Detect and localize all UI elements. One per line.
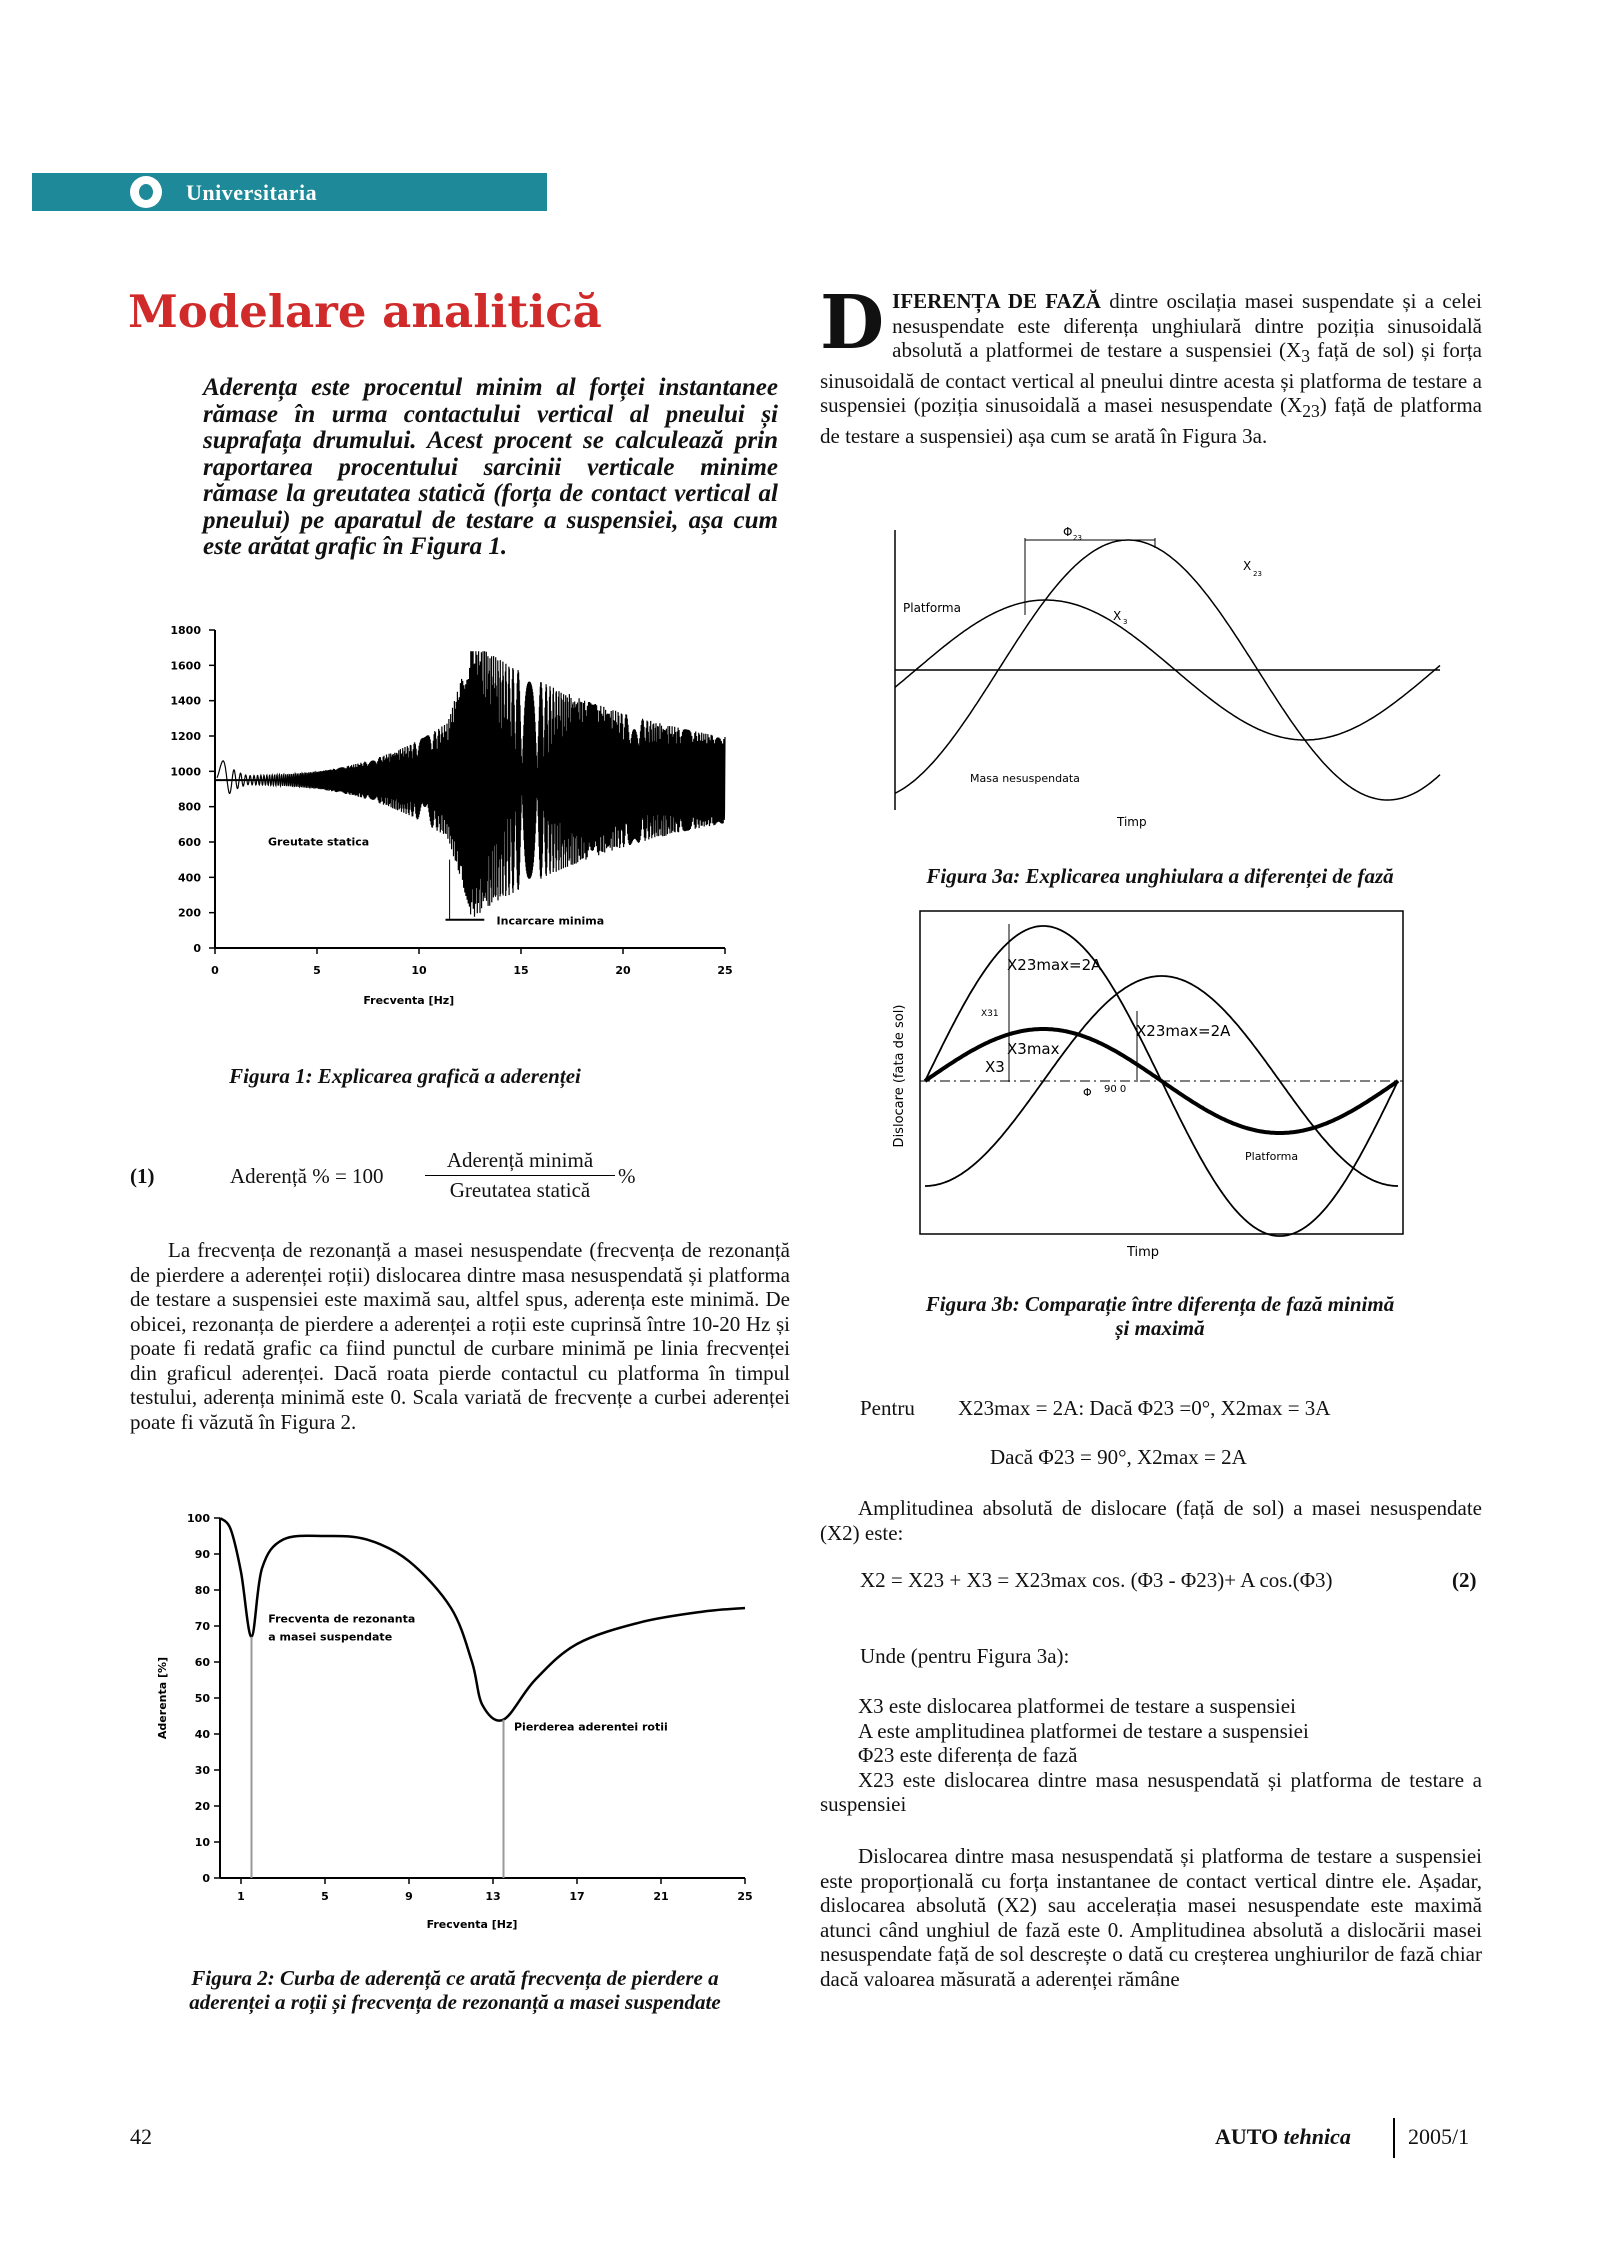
figure-3b-chart — [885, 906, 1425, 1276]
y-tick-label: 1800 — [170, 624, 201, 637]
x-tick-label: 9 — [405, 1890, 413, 1903]
x23-sub: 23 — [1253, 570, 1262, 578]
unsprung-label: Masa nesuspendata — [970, 772, 1080, 785]
figure-3b-svg — [885, 906, 1425, 1276]
figure-2-caption-line-2: aderenței a roții și frecvența de rezonanță a masei suspendate — [189, 1990, 721, 2014]
y-tick-label: 40 — [194, 1728, 210, 1741]
x-axis-label: Frecventa [Hz] — [426, 1918, 518, 1931]
equation-1-lhs: Aderență % = 100 — [230, 1164, 384, 1188]
y-tick-label: 1600 — [170, 659, 201, 673]
y-tick-label: 1400 — [170, 694, 201, 708]
y-tick-label: 50 — [194, 1692, 210, 1705]
x-tick-label: 17 — [569, 1890, 585, 1903]
x-axis-label: Frecventa [Hz] — [363, 994, 455, 1007]
figure-2-svg — [150, 1498, 760, 1938]
loss-label: Pierderea aderentei rotii — [514, 1720, 668, 1734]
phi-value: 90 0 — [1104, 1084, 1127, 1095]
figure-1-svg — [150, 618, 750, 1018]
intro-text-2: față de sol) și forța sinusoidală de contact vertical al pneului dintre acesta și platforma de testare a suspensiei (poziția sinusoidală a masei nesuspendate (X — [820, 338, 1482, 418]
x3-label: X3 — [985, 1058, 1005, 1076]
x-axis-label: Timp — [1126, 1245, 1160, 1260]
where-item: Φ23 este diferența de fază — [858, 1743, 1078, 1767]
x3-label: X — [1113, 609, 1122, 623]
intro-text-1: dintre oscilația masei suspendate și a celei nesuspendate este diferența unghiulară dintre poziția sinusoidală absolută a platformei de testare a suspensiei (X — [892, 289, 1482, 362]
equation-1-numerator: Aderență minimă — [425, 1148, 615, 1176]
x-tick-label: 5 — [321, 1890, 329, 1903]
y-tick-label: 400 — [178, 871, 201, 885]
platform-label: Platforma — [903, 601, 961, 615]
intro-paragraph — [820, 280, 1482, 448]
where-intro: Unde (pentru Figura 3a): — [860, 1644, 1070, 1668]
x-tick-label: 20 — [615, 964, 631, 977]
figure-3a-caption: Figura 3a: Explicarea unghiulara a diferenței de fază — [926, 864, 1394, 888]
y-tick-label: 0 — [202, 1872, 210, 1885]
y-tick-label: 600 — [178, 836, 201, 849]
where-item: A este amplitudinea platformei de testare a suspensiei — [858, 1718, 1309, 1743]
y-tick-label: 80 — [194, 1584, 210, 1597]
phi-sub: 23 — [1073, 534, 1082, 542]
figure-3a-chart — [885, 520, 1445, 840]
figure-3b-caption-line-1: Figura 3b: Comparație între diferența de fază minimă — [925, 1292, 1395, 1316]
resonance-label-1: Frecventa de rezonanta — [268, 1612, 416, 1626]
lead-paragraph: Aderența este procentul minim al forței instantanee rămase în urma contactului vertical al pneului și suprafața drumului. Acest procent se calculează prin raportarea procentului sarcinii verticale minime rămase la greutatea statică (forța de contact vertical al pneului) pe aparatul de testare a suspensiei, așa cum este arătat grafic în Figura 1. — [203, 374, 778, 560]
y-tick-label: 200 — [178, 906, 201, 920]
x3-sub: 3 — [1123, 618, 1128, 626]
figure-3a-svg — [885, 520, 1445, 840]
x-tick-label: 10 — [411, 964, 427, 977]
page-title: Modelare analitică — [128, 285, 602, 338]
figure-1-chart — [150, 618, 750, 1018]
cases-line-2: Dacă Φ23 = 90°, X2max = 2A — [990, 1445, 1247, 1469]
equation-1-denominator: Greutatea statică — [449, 1178, 591, 1202]
x-tick-label: 13 — [485, 1890, 501, 1903]
cases-line-1: X23max = 2A: Dacă Φ23 =0°, X2max = 3A — [958, 1396, 1331, 1420]
equation-2: X2 = X23 + X3 = X23max cos. (Φ3 - Φ23)+ A cos.(Φ3) — [860, 1568, 1333, 1592]
figure-1-caption: Figura 1: Explicarea grafică a aderenței — [229, 1064, 581, 1088]
min-load-label: Incarcare minima — [496, 914, 605, 928]
intro-text-3: ) față de platforma de testare a suspensiei) așa cum se arată în Figura 3a. — [820, 393, 1482, 448]
magazine-name-1: AUTO — [1215, 2124, 1279, 2149]
x-tick-label: 15 — [513, 964, 529, 977]
x-tick-label: 0 — [211, 964, 219, 977]
y-tick-label: 30 — [194, 1764, 210, 1777]
closing-paragraph: Dislocarea dintre masa nesuspendată și platforma de testare a suspensiei este proporțională cu forța instantanee de contact vertical dintre ele. Așadar, dislocarea absolută (X2) sau accelerația masei nesuspendate este maximă atunci când unghiul de fază este 0. Amplitudinea absolută a dislocării masei nesuspendate față de sol descrește o dată cu creșterea unghiurilor de fază chiar dacă valoarea măsurată a aderenței rămâne — [820, 1844, 1482, 1991]
equation-1-number: (1) — [130, 1164, 155, 1188]
y-tick-label: 10 — [194, 1836, 210, 1849]
cases-prefix: Pentru — [860, 1396, 915, 1420]
y-tick-label: 70 — [194, 1620, 210, 1633]
equation-2-number: (2) — [1452, 1568, 1477, 1592]
intro-lead-caps: IFERENȚA DE FAZĂ — [892, 289, 1101, 313]
x-tick-label: 5 — [313, 964, 321, 977]
y-tick-label: 800 — [178, 800, 201, 814]
figure-3b-caption — [830, 1292, 1490, 1340]
y-tick-label: 100 — [187, 1512, 210, 1525]
x-tick-label: 25 — [737, 1890, 753, 1903]
figure-3b-caption-line-2: și maximă — [1115, 1316, 1205, 1340]
resonance-label-2: a masei suspendate — [268, 1630, 393, 1644]
platform-label: Platforma — [1245, 1150, 1299, 1163]
where-item: X3 este dislocarea platformei de testare a suspensiei — [858, 1694, 1296, 1718]
where-list — [820, 1694, 1482, 1817]
x31-label: X31 — [981, 1009, 999, 1019]
y-tick-label: 90 — [194, 1548, 210, 1561]
drop-cap: D — [820, 280, 885, 366]
section-logo-icon — [130, 176, 162, 208]
section-label: Universitaria — [186, 180, 318, 205]
page-number: 42 — [130, 2124, 152, 2149]
x23-label: X — [1243, 559, 1252, 573]
x23max-label-b: X23max=2A — [1136, 1022, 1231, 1040]
y-axis-label: Aderenta [%] — [156, 1656, 169, 1740]
where-item: X23 este dislocarea dintre masa nesuspendată și platforma de testare a suspensiei — [820, 1767, 1482, 1816]
x-tick-label: 25 — [717, 964, 733, 977]
x-tick-label: 1 — [237, 1890, 245, 1903]
magazine-name — [1215, 2124, 1351, 2150]
x3max-label: X3max — [1007, 1040, 1060, 1058]
amplitude-paragraph: Amplitudinea absolută de dislocare (față de sol) a masei nesuspendate (X2) este: — [820, 1496, 1482, 1545]
y-tick-label: 20 — [194, 1800, 210, 1813]
y-tick-label: 60 — [194, 1656, 210, 1669]
figure-2-chart — [150, 1498, 760, 1938]
figure-2-caption — [120, 1966, 790, 2014]
figure-2-caption-line-1: Figura 2: Curba de aderență ce arată frecvența de pierdere a — [191, 1966, 719, 1990]
time-label: Timp — [1117, 815, 1147, 829]
y-tick-label: 1000 — [170, 765, 201, 779]
x-tick-label: 21 — [653, 1890, 669, 1903]
equation-1-unit: % — [618, 1164, 636, 1188]
magazine-name-2: tehnica — [1283, 2124, 1351, 2149]
footer-divider — [1393, 2118, 1395, 2158]
issue-number: 2005/1 — [1408, 2124, 1470, 2149]
static-weight-label: Greutate statica — [268, 835, 370, 849]
y-axis-label: Dislocare (fata de sol) — [892, 1004, 907, 1148]
y-tick-label: 1200 — [170, 730, 201, 743]
intro-sub-2: 23 — [1302, 401, 1320, 422]
signal-line — [217, 651, 725, 917]
x23max-label-a: X23max=2A — [1007, 956, 1102, 974]
phi-label: Φ — [1063, 525, 1073, 539]
resonance-paragraph: La frecvența de rezonanță a masei nesuspendate (frecvența de rezonanță de pierdere a aderenței roții) dislocarea dintre masa nesuspendată și platforma de testare a suspensiei este maximă sau, altfel spus, aderența este minimă. De obicei, rezonanța de pierdere a aderenței a roții este cuprinsă între 10-20 Hz și poate fi redată grafic ca fiind punctul de curbare minimă pe linia frecvenței din graficul aderenței. Dacă roata pierde contactul cu platforma în timpul testului, aderența minimă este 0. Scala variată de frecvențe a curbei aderenței poate fi văzută în Figura 2. — [130, 1238, 790, 1434]
phi-label: Φ — [1083, 1086, 1092, 1099]
y-tick-label: 0 — [193, 942, 201, 955]
intro-sub-1: 3 — [1301, 346, 1310, 367]
